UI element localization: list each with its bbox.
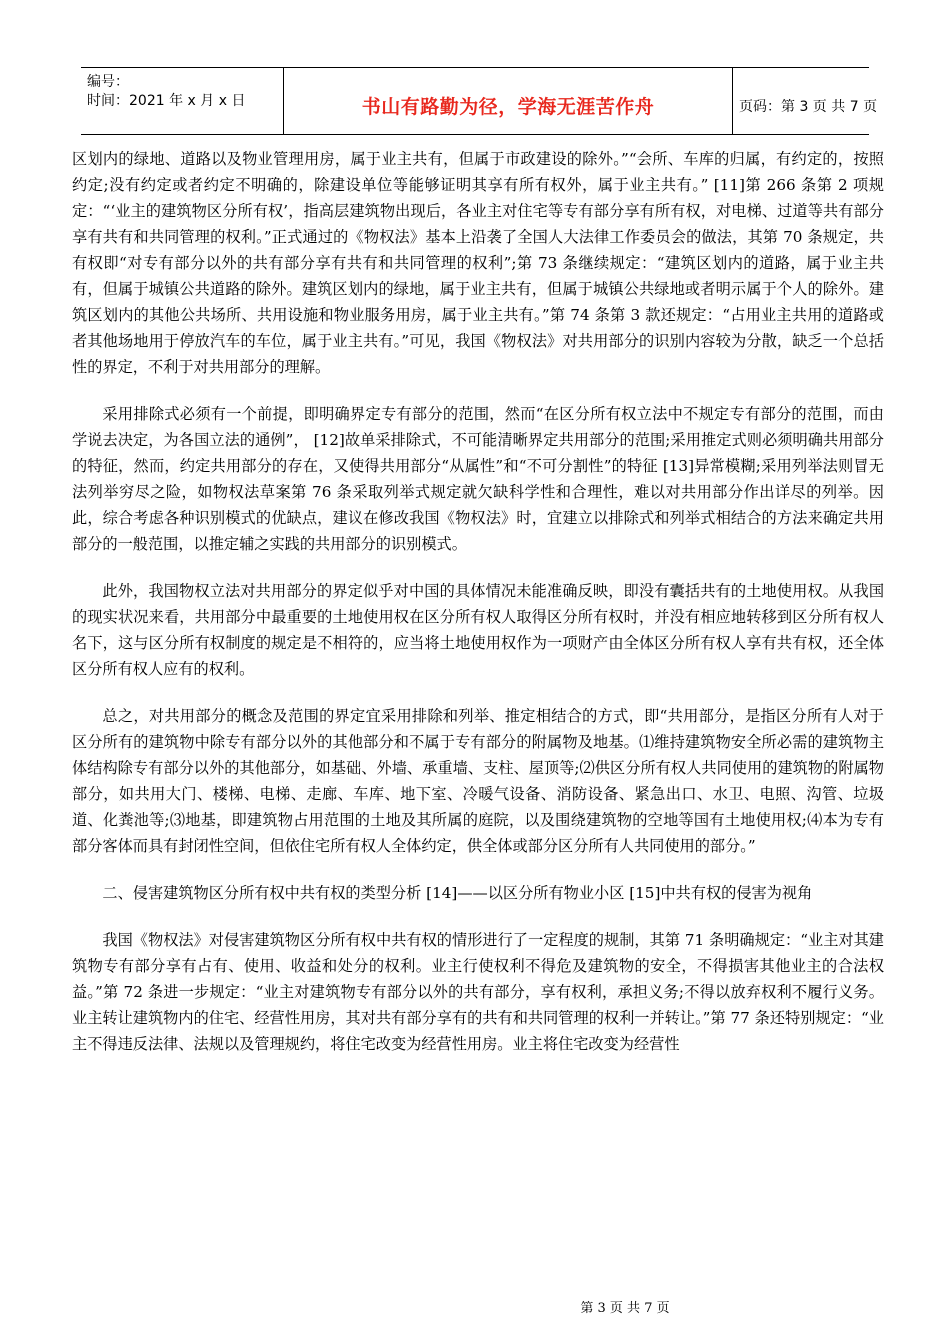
body-paragraph: 总之，对共用部分的概念及范围的界定宜采用排除和列举、推定相结合的方式，即“共用部分，是指区分所有人对于区分所有的建筑物中除专有部分以外的其他部分和不属于专有部分的附属物及地基。⑴维持建筑物安全所必需的建筑物主体结构除专有部分以外的其他部分，如基础、外墙、承重墙、支柱、屋顶等;⑵供区分所有权人共同使用的建筑物的附属物部分，如共用大门、楼梯、电梯、走廊、车库、地下室、冷暖气设备、消防设备、紧急出口、水卫、电照、沟管、垃圾道、化粪池等;⑶地基，即建筑物占用范围的土地及其所属的庭院，以及围绕建筑物的空地等国有土地使用权;⑷本为专有部分客体而具有封闭性空间，但依住宅所有权人全体约定，供全体或部分区分所有人共同使用的部分。” xyxy=(72,707,884,855)
document-date-label: 时间：2021 年 x 月 x 日 xyxy=(87,93,246,109)
header-page-info: 页码：第 3 页 共 7 页 xyxy=(739,99,878,115)
header-page-cell xyxy=(733,68,878,134)
document-number-label: 编号： xyxy=(87,74,129,90)
header-motto: 书山有路勤为径，学海无涯苦作舟 xyxy=(361,95,655,118)
header-motto-cell xyxy=(284,68,733,134)
page-header xyxy=(81,67,878,135)
page-footer: 第 3 页 共 7 页 xyxy=(580,1301,670,1316)
body-paragraph: 采用排除式必须有一个前提，即明确界定专有部分的范围，然而“在区分所有权立法中不规定专有部分的范围，而由学说去决定，为各国立法的通例”， [12]故单采排除式，不可能清晰界定共用部分的范围;采用推定式则必须明确共用部分的特征，然而，约定共用部分的存在，又使得共用部分“从属性”和“不可分割性”的特征 [13]异常模糊;采用列举法则冒无法列举穷尽之险，如物权法草案第 76 条采取列举式规定就欠缺科学性和合理性，难以对共用部分作出详尽的列举。因此，综合考虑各种识别模式的优缺点，建议在修改我国《物权法》时，宜建立以排除式和列举式相结合的方法来确定共用部分的一般范围，以推定辅之实践的共用部分的识别模式。 xyxy=(72,405,884,553)
body-paragraph: 区划内的绿地、道路以及物业管理用房，属于业主共有，但属于市政建设的除外。”“会所、车库的归属，有约定的，按照约定;没有约定或者约定不明确的，除建设单位等能够证明其享有所有权外，属于业主共有。” [11]第 266 条第 2 项规定：“‘业主的建筑物区分所有权’，指高层建筑物出现后，各业主对住宅等专有部分享有所有权，对电梯、过道等共有部分享有共有和共同管理的权利。”正式通过的《物权法》基本上沿袭了全国人大法律工作委员会的做法，其第 70 条规定，共有权即“对专有部分以外的共有部分享有共有和共同管理的权利”;第 73 条继续规定：“建筑区划内的道路，属于业主共有，但属于城镇公共道路的除外。建筑区划内的绿地，属于业主共有，但属于城镇公共绿地或者明示属于个人的除外。建筑区划内的其他公共场所、共用设施和物业服务用房，属于业主共有。”第 74 条第 3 款还规定：“占用业主共用的道路或者其他场地用于停放汽车的车位，属于业主共有。”可见，我国《物权法》对共用部分的识别内容较为分散，缺乏一个总括性的界定，不利于对共用部分的理解。 xyxy=(72,150,885,376)
header-meta-cell xyxy=(81,68,284,134)
body-paragraph: 我国《物权法》对侵害建筑物区分所有权中共有权的情形进行了一定程度的规制，其第 71 条明确规定：“业主对其建筑物专有部分享有占有、使用、收益和处分的权利。业主行使权利不得危及建筑物的安全，不得损害其他业主的合法权益。”第 72 条进一步规定：“业主对建筑物专有部分以外的共有部分，享有权利，承担义务;不得以放弃权利不履行义务。业主转让建筑物内的住宅、经营性用房，其对共有部分享有的共有和共同管理的权利一并转让。”第 77 条还特别规定：“业主不得违反法律、法规以及管理规约，将住宅改变为经营性用房。业主将住宅改变为经营性 xyxy=(72,931,884,1053)
section-heading: 二、侵害建筑物区分所有权中共有权的类型分析 [14]——以区分所有物业小区 [15]中共有权的侵害为视角 xyxy=(102,884,813,902)
document-body xyxy=(72,146,884,1078)
body-paragraph: 此外，我国物权立法对共用部分的界定似乎对中国的具体情况未能准确反映，即没有囊括共有的土地使用权。从我国的现实状况来看，共用部分中最重要的土地使用权在区分所有权人取得区分所有权时，并没有相应地转移到区分所有权人名下，这与区分所有权制度的规定是不相符的，应当将土地使用权作为一项财产由全体区分所有权人享有共有权，还全体区分所有权人应有的权利。 xyxy=(72,582,884,678)
